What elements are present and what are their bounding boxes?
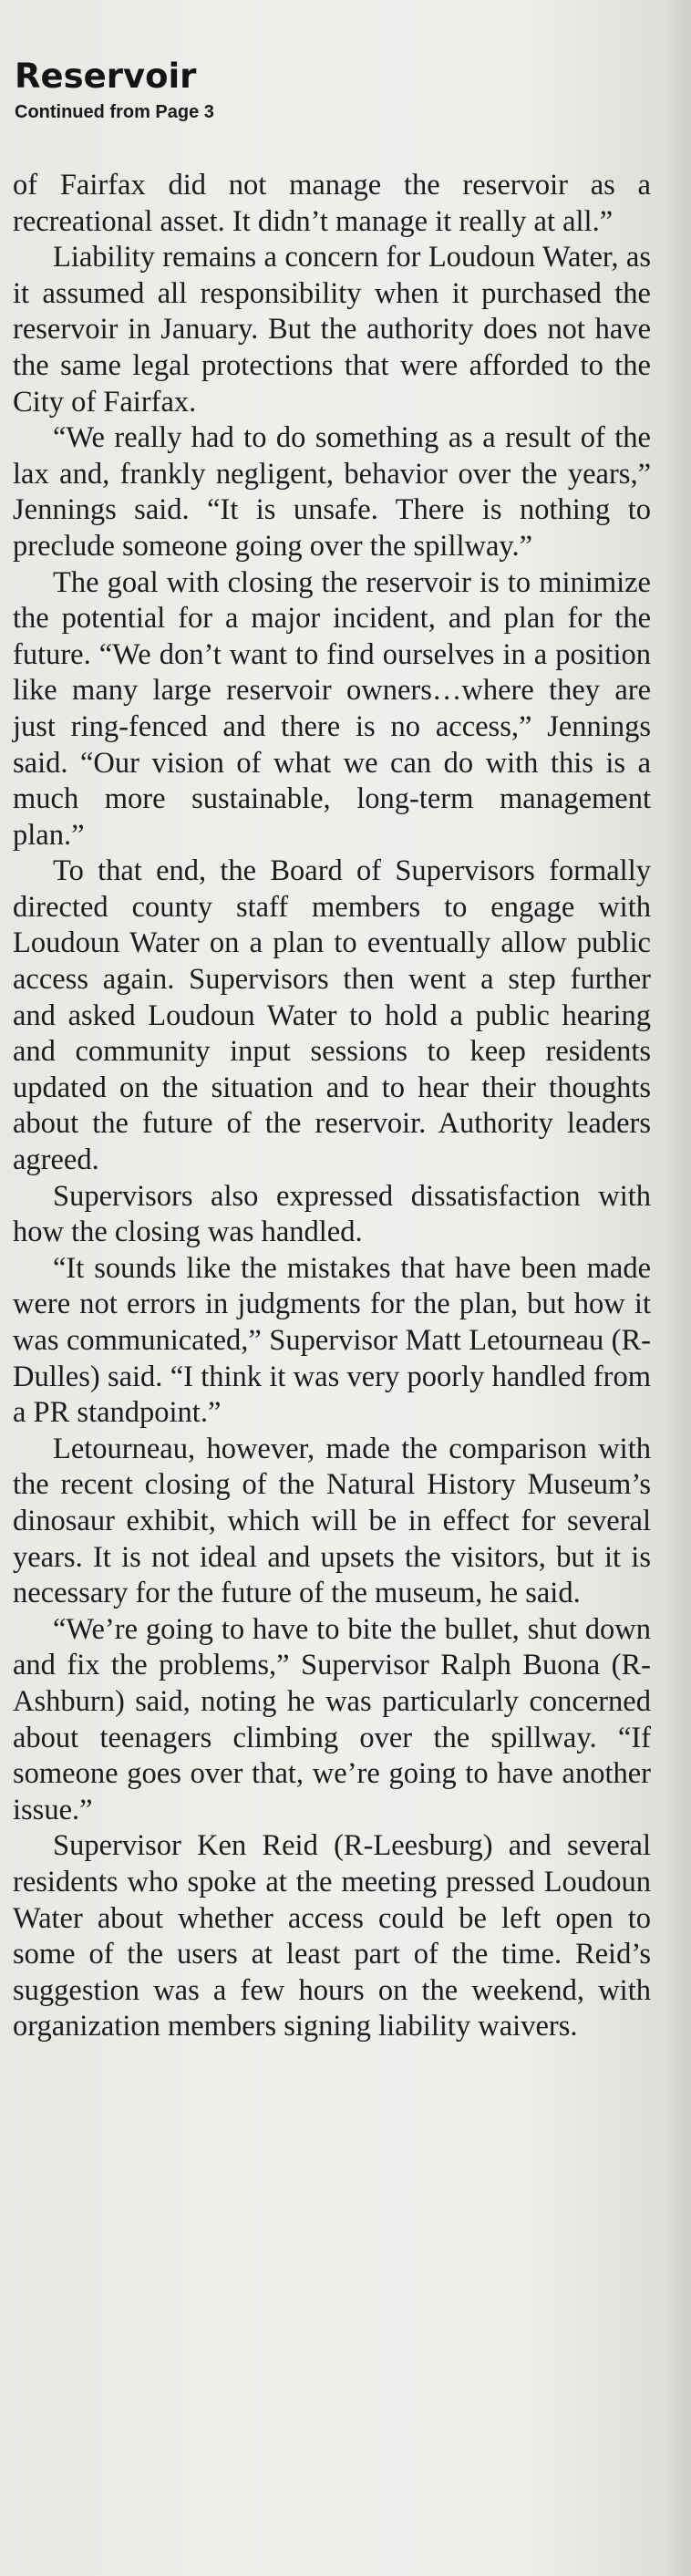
article-paragraph: To that end, the Board of Supervisors formally directed county staff members to engage with Loudoun Water on a plan to eventually allow public access again. Supervisors then went a step further and asked Loudoun Water to hold a public hearing and community input sessions to keep residents updated on the situation and to hear their thoughts about the future of the reservoir. Authority leaders agreed. <box>13 854 651 1177</box>
article-paragraph: The goal with closing the reservoir is to minimize the potential for a major incident, and plan for the future. “We don’t want to find ourselves in a position like many large reservoir owners…where they are just ring-fenced and there is no access,” Jennings said. “Our vision of what we can do with this is a much more sustainable, long-term management plan.” <box>13 565 651 852</box>
article-paragraph: Letourneau, however, made the comparison with the recent closing of the Natural History Museum’s dinosaur exhibit, which will be in effect for several years. It is not ideal and upsets the visitors, but it is necessary for the future of the museum, he said. <box>13 1432 651 1610</box>
article-paragraph: Supervisors also expressed dissatisfaction with how the closing was handled. <box>13 1179 651 1249</box>
article-paragraph: “We really had to do something as a result of the lax and, frankly negligent, behavior over the years,” Jennings said. “It is unsafe. There is nothing to preclude someone going over the spillway.” <box>13 421 651 563</box>
article-paragraph: Supervisor Ken Reid (R-Leesburg) and several residents who spoke at the meeting pressed Loudoun Water about whether access could be left open to some of the users at least part of the time. Reid’s suggestion was a few hours on the weekend, with organization members signing liability waivers. <box>13 1829 651 2043</box>
article-paragraph: of Fairfax did not manage the reservoir as a recreational asset. It didn’t manage it really at all.” <box>13 169 651 238</box>
article-paragraph: “It sounds like the mistakes that have been made were not errors in judgments for the plan, but how it was communicated,” Supervisor Matt Letourneau (R-Dulles) said. “I think it was very poorly handled from a PR standpoint.” <box>13 1251 651 1430</box>
article-paragraph: Liability remains a concern for Loudoun Water, as it assumed all responsibility when it purchased the reservoir in January. But the authority does not have the same legal protections that were afforded to the City of Fairfax. <box>13 241 651 419</box>
article-body <box>13 168 651 2045</box>
continued-from-line: Continued from Page 3 <box>15 102 214 122</box>
article-headline: Reservoir <box>15 57 197 96</box>
article-paragraph: “We’re going to have to bite the bullet, shut down and fix the problems,” Supervisor Ralph Buona (R-Ashburn) said, noting he was particularly concerned about teenagers climbing over the spillway. “If someone goes over that, we’re going to have another issue.” <box>13 1612 651 1826</box>
page-edge-shadow <box>664 0 691 2576</box>
